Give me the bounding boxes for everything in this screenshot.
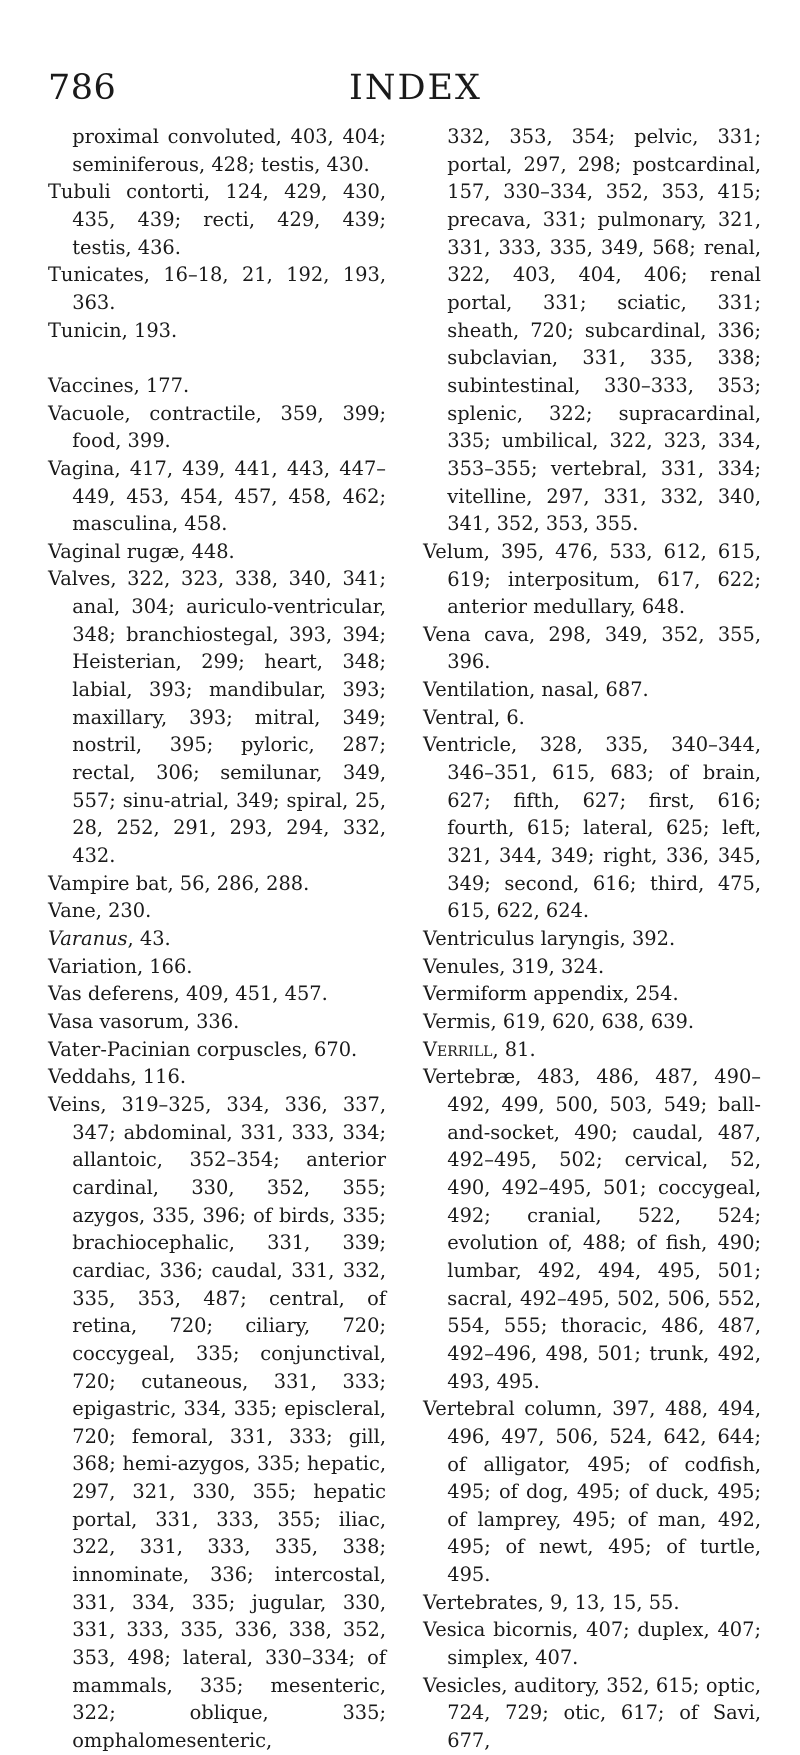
index-entry: Tubuli contorti, 124, 429, 430, 435, 439; recti, 429, 439; testis, 436. [48, 180, 386, 259]
index-entry [423, 1036, 761, 1064]
index-entry: Ventriculus laryngis, 392. [423, 927, 676, 951]
index-entry: Veins, 319–325, 334, 336, 337, 347; abdominal, 331, 333, 334; allantoic, 352–354; anterior cardinal, 330, 352, 355; azygos, 335, 396; of birds, 335; brachiocephalic, 331, 339; cardiac, 336; caudal, 331, 332, 335, 353, 487; central, of retina, 720; ciliary, 720; coccygeal, 335; conjunctival, 720; cutaneous, 331, 333; epigastric, 334, 335; episcleral, 720; femoral, 331, 333; gill, 368; hemi-azygos, 335; hepatic, 297, 321, 330, 355; hepatic portal, 331, 333, 355; iliac, 322, 331, 333, 335, 338; innominate, 336; intercostal, 331, 334, 335; jugular, 330, 331, 333, 335, 336, 338, 352, 353, 498; lateral, 330–334; of mammals, 335; mesenteric, 322; oblique, 335; omphalomesenteric, [48, 1092, 386, 1753]
index-entry: Valves, 322, 323, 338, 340, 341; anal, 304; auriculo-ventricular, 348; branchiostegal, 393, 394; Heisterian, 299; heart, 348; labial, 393; mandibular, 393; maxillary, 393; mitral, 349; nostril, 395; pyloric, 287; rectal, 306; semilunar, 349, 557; sinu-atrial, 349; spiral, 25, 28, 252, 291, 293, 294, 332, 432. [48, 567, 386, 868]
index-entry: Ventral, 6. [423, 705, 525, 729]
index-entry: Vaccines, 177. [48, 373, 190, 397]
index-entry: Tunicates, 16–18, 21, 192, 193, 363. [48, 263, 386, 314]
index-entry: proximal convoluted, 403, 404; seminiferous, 428; testis, 430. [72, 125, 386, 176]
entry-pages: , 81. [492, 1037, 536, 1061]
index-entry: Vermis, 619, 620, 638, 639. [423, 1010, 695, 1033]
index-entry: Vater-Pacinian corpuscles, 670. [48, 1037, 358, 1061]
index-entry: Variation, 166. [48, 954, 193, 978]
index-entry: Vesicles, auditory, 352, 615; optic, 724, 729; otic, 617; of Savi, 677, [423, 1673, 761, 1753]
index-entry: Vertebræ, 483, 486, 487, 490–492, 499, 500, 503, 549; ball-and-socket, 490; caudal, 487, 492–495, 502; cervical, 52, 490, 492–495, 501; coccygeal, 492; cranial, 522, 524; evolution of, 488; of fish, 490; lumbar, 492, 494, 495, 501; sacral, 492–495, 502, 506, 552, 554, 555; thoracic, 486, 487, 492–496, 498, 501; trunk, 492, 493, 495. [423, 1065, 761, 1393]
page-number: 786 [48, 68, 117, 108]
index-entry: Vacuole, contractile, 359, 399; food, 399. [48, 401, 386, 453]
letter-gap [48, 344, 386, 372]
italic-term: Varanus [48, 927, 128, 951]
index-entry: Vasa vasorum, 336. [48, 1009, 240, 1033]
index-entry: Vas deferens, 409, 451, 457. [48, 982, 328, 1006]
index-entry: Ventricle, 328, 335, 340–344, 346–351, 615, 683; of brain, 627; fifth, 627; first, 616; fourth, 615; lateral, 625; left, 321, 344, 349; right, 336, 345, 349; second, 616; third, 475, 615, 622, 624. [423, 733, 761, 923]
index-entry: Vaginal rugæ, 448. [48, 539, 235, 563]
author-name: Verrill [423, 1037, 493, 1061]
index-entry: Ventilation, nasal, 687. [423, 678, 649, 702]
index-entry: Velum, 395, 476, 533, 612, 615, 619; interpositum, 617, 622; anterior medullary, 648. [423, 539, 761, 619]
running-head: INDEX [349, 68, 482, 108]
index-column-right [423, 123, 761, 1755]
index-entry: Veddahs, 116. [48, 1065, 187, 1089]
index-entry: Tunicin, 193. [48, 318, 178, 342]
index-entry-continued: 332, 353, 354; pelvic, 331; portal, 297, 298; postcardinal, 157, 330–334, 352, 353, 415; precava, 331; pulmonary, 321, 331, 333, 335, 349, 568; renal, 322, 403, 404, 406; renal portal, 331; sciatic, 331; sheath, 720; subcardinal, 336; subclavian, 331, 335, 338; subintestinal, 330–333, 353; splenic, 322; supracardinal, 335; umbilical, 322, 323, 334, 353–355; vertebral, 331, 334; vitelline, 297, 331, 332, 340, 341, 352, 353, 355. [447, 125, 761, 536]
index-entry: Vertebral column, 397, 488, 494, 496, 497, 506, 524, 642, 644; of alligator, 495; of codfish, 495; of dog, 495; of duck, 495; of lamprey, 495; of man, 492, 495; of newt, 495; of turtle, 495. [423, 1397, 761, 1587]
index-entry: Vertebrates, 9, 13, 15, 55. [423, 1590, 680, 1614]
page-header [48, 68, 783, 112]
index-entry: Vesica bicornis, 407; duplex, 407; simplex, 407. [423, 1618, 761, 1670]
index-entry: Vampire bat, 56, 286, 288. [48, 871, 310, 895]
index-entry: Vermiform appendix, 254. [423, 982, 679, 1006]
index-entry: Vena cava, 298, 349, 352, 355, 396. [423, 622, 761, 674]
index-column-left [48, 123, 386, 1755]
index-entry [48, 925, 386, 953]
index-entry: Vagina, 417, 439, 441, 443, 447–449, 453, 454, 457, 458, 462; masculina, 458. [48, 456, 386, 536]
index-entry: Vane, 230. [48, 899, 152, 923]
entry-pages: , 43. [127, 927, 171, 951]
index-entry: Venules, 319, 324. [423, 954, 605, 978]
